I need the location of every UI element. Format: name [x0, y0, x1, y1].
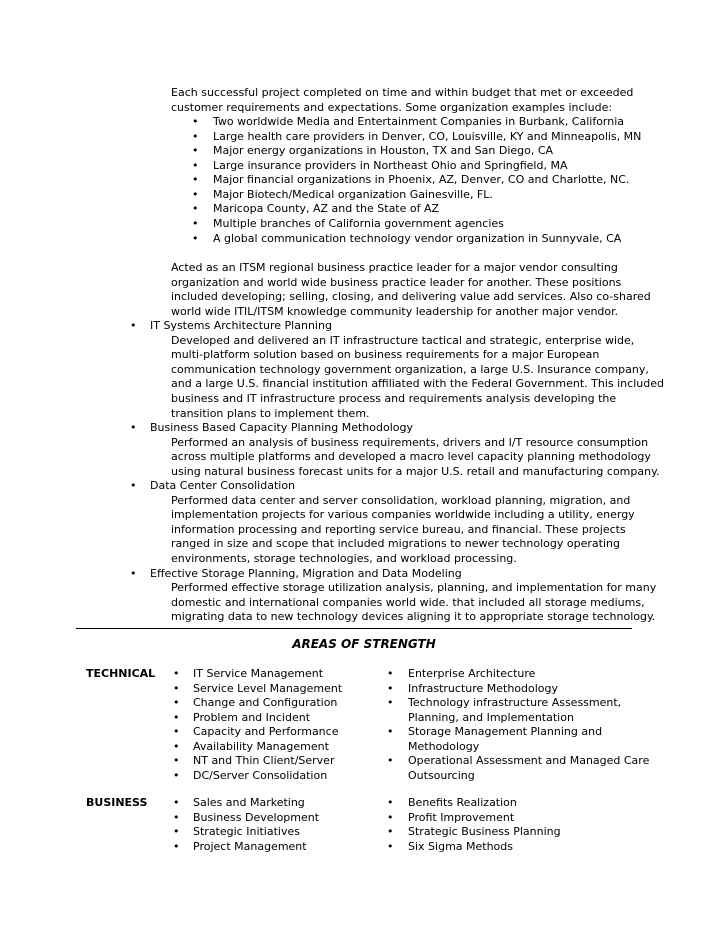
section-line: across multiple platforms and developed a macro level capacity planning methodology — [171, 450, 651, 464]
technical-left-item: Problem and Incident — [193, 710, 311, 724]
technical-right-item: Planning, and Implementation — [408, 710, 574, 724]
section-line: ranged in size and scope that included migrations to newer technology operating — [171, 537, 620, 551]
business-right-item: Profit Improvement — [408, 810, 515, 824]
technical-right-item: Operational Assessment and Managed Care — [408, 754, 650, 768]
bullet-icon: • — [173, 839, 180, 853]
strengths-heading: AREAS OF STRENGTH — [292, 637, 436, 651]
bullet-icon: • — [173, 768, 180, 782]
bullet-icon: • — [130, 566, 137, 580]
example-item: Multiple branches of California government agencies — [213, 216, 504, 230]
bullet-icon: • — [130, 421, 137, 435]
section-title: Effective Storage Planning, Migration and Data Modeling — [150, 566, 462, 580]
section-line: using natural business forecast units for a major U.S. retail and manufacturing company. — [171, 464, 660, 478]
section-line: Developed and delivered an IT infrastructure tactical and strategic, enterprise wide, — [171, 333, 635, 347]
bullet-icon: • — [192, 158, 199, 172]
bullet-icon: • — [387, 725, 394, 739]
section-divider — [76, 628, 632, 629]
bullet-icon: • — [173, 667, 180, 680]
business-left-item: Business Development — [193, 810, 320, 824]
example-item: Major financial organizations in Phoenix, AZ, Denver, CO and Charlotte, NC. — [213, 173, 630, 187]
bullet-icon: • — [173, 754, 180, 768]
example-item: Major energy organizations in Houston, TX and San Diego, CA — [213, 144, 554, 158]
section-line: communication technology government organization, a large U.S. Insurance company, — [171, 362, 649, 376]
intro-line: customer requirements and expectations. Some organization examples include: — [171, 100, 613, 114]
example-item: Large insurance providers in Northeast Ohio and Springfield, MA — [213, 158, 568, 172]
bullet-icon: • — [387, 667, 394, 680]
technical-right-item: Enterprise Architecture — [408, 667, 536, 680]
section-line: Performed an analysis of business requirements, drivers and I/T resource consumption — [171, 435, 649, 449]
business-left-item: Sales and Marketing — [193, 796, 305, 809]
bullet-icon: • — [192, 129, 199, 143]
bullet-icon: • — [173, 725, 180, 739]
technical-left-item: Change and Configuration — [193, 696, 338, 710]
bullet-icon: • — [192, 216, 199, 230]
bullet-icon: • — [387, 810, 394, 824]
section-title: Data Center Consolidation — [150, 479, 296, 493]
itsm-line: organization and world wide business practice leader for another. These positions — [171, 275, 622, 289]
bullet-icon: • — [387, 754, 394, 768]
section-title: IT Systems Architecture Planning — [150, 319, 332, 333]
intro-line: Each successful project completed on time and within budget that met or exceeded — [171, 86, 634, 99]
bullet-icon: • — [173, 710, 180, 724]
bullet-icon: • — [173, 681, 180, 695]
example-item: A global communication technology vendor organization in Sunnyvale, CA — [213, 231, 622, 245]
bullet-icon: • — [173, 696, 180, 710]
bullet-icon: • — [387, 681, 394, 695]
bullet-icon: • — [173, 825, 180, 839]
bullet-icon: • — [192, 187, 199, 201]
business-left-item: Strategic Initiatives — [193, 825, 300, 839]
business-left-item: Project Management — [193, 839, 307, 853]
business-label: BUSINESS — [86, 796, 148, 809]
section-line: migrating data to new technology devices aligning it to appropriate storage technology. — [171, 610, 656, 624]
bullet-icon: • — [173, 810, 180, 824]
section-line: and a large U.S. financial institution affiliated with the Federal Government. This included — [171, 377, 664, 391]
bullet-icon: • — [387, 825, 394, 839]
example-item: Major Biotech/Medical organization Gainesville, FL. — [213, 187, 493, 201]
business-right-item: Strategic Business Planning — [408, 825, 561, 839]
example-item: Maricopa County, AZ and the State of AZ — [213, 202, 440, 216]
technical-label: TECHNICAL — [86, 667, 156, 680]
example-item: Two worldwide Media and Entertainment Companies in Burbank, California — [213, 115, 625, 129]
bullet-icon: • — [192, 231, 199, 245]
bullet-icon: • — [387, 696, 394, 710]
technical-right-item: Outsourcing — [408, 768, 475, 782]
section-line: transition plans to implement them. — [171, 406, 370, 420]
section-line: Performed data center and server consolidation, workload planning, migration, and — [171, 493, 631, 507]
bullet-icon: • — [192, 173, 199, 187]
itsm-line: world wide ITIL/ITSM knowledge community leadership for another major vendor. — [171, 304, 619, 318]
technical-left-item: Service Level Management — [193, 681, 343, 695]
bullet-icon: • — [387, 796, 394, 809]
business-right-item: Benefits Realization — [408, 796, 517, 809]
technical-left-item: Availability Management — [193, 739, 329, 753]
section-line: information processing and reporting service bureau, and financial. These projects — [171, 522, 626, 536]
section-line: environments, storage technologies, and workload processing. — [171, 552, 517, 565]
technical-left-item: IT Service Management — [193, 667, 324, 680]
section-title: Business Based Capacity Planning Methodology — [150, 421, 413, 435]
technical-right-item: Infrastructure Methodology — [408, 681, 559, 695]
business-right-item: Six Sigma Methods — [408, 839, 514, 853]
section-line: business and IT infrastructure process and requirements analysis developing the — [171, 391, 617, 405]
itsm-line: included developing; selling, closing, and delivering value add services. Also co-shared — [171, 290, 651, 304]
technical-right-item: Methodology — [408, 739, 480, 753]
section-line: implementation projects for various companies worldwide including a utility, energy — [171, 508, 635, 522]
bullet-icon: • — [192, 115, 199, 129]
section-line: Performed effective storage utilization analysis, planning, and implementation for many — [171, 581, 657, 595]
bullet-icon: • — [130, 319, 137, 333]
technical-left-item: DC/Server Consolidation — [193, 768, 328, 782]
technical-right-item: Technology infrastructure Assessment, — [408, 696, 622, 710]
section-line: multi-platform solution based on business requirements for a major European — [171, 348, 600, 362]
bullet-icon: • — [130, 479, 137, 493]
bullet-icon: • — [192, 144, 199, 158]
bullet-icon: • — [173, 739, 180, 753]
bullet-icon: • — [387, 839, 394, 853]
bullet-icon: • — [192, 202, 199, 216]
section-line: domestic and international companies world wide. that included all storage mediums, — [171, 595, 645, 609]
technical-right-item: Storage Management Planning and — [408, 725, 603, 739]
technical-left-item: Capacity and Performance — [193, 725, 339, 739]
example-item: Large health care providers in Denver, CO, Louisville, KY and Minneapolis, MN — [213, 129, 642, 143]
bullet-icon: • — [173, 796, 180, 809]
itsm-line: Acted as an ITSM regional business practice leader for a major vendor consulting — [171, 261, 618, 274]
technical-left-item: NT and Thin Client/Server — [193, 754, 335, 768]
